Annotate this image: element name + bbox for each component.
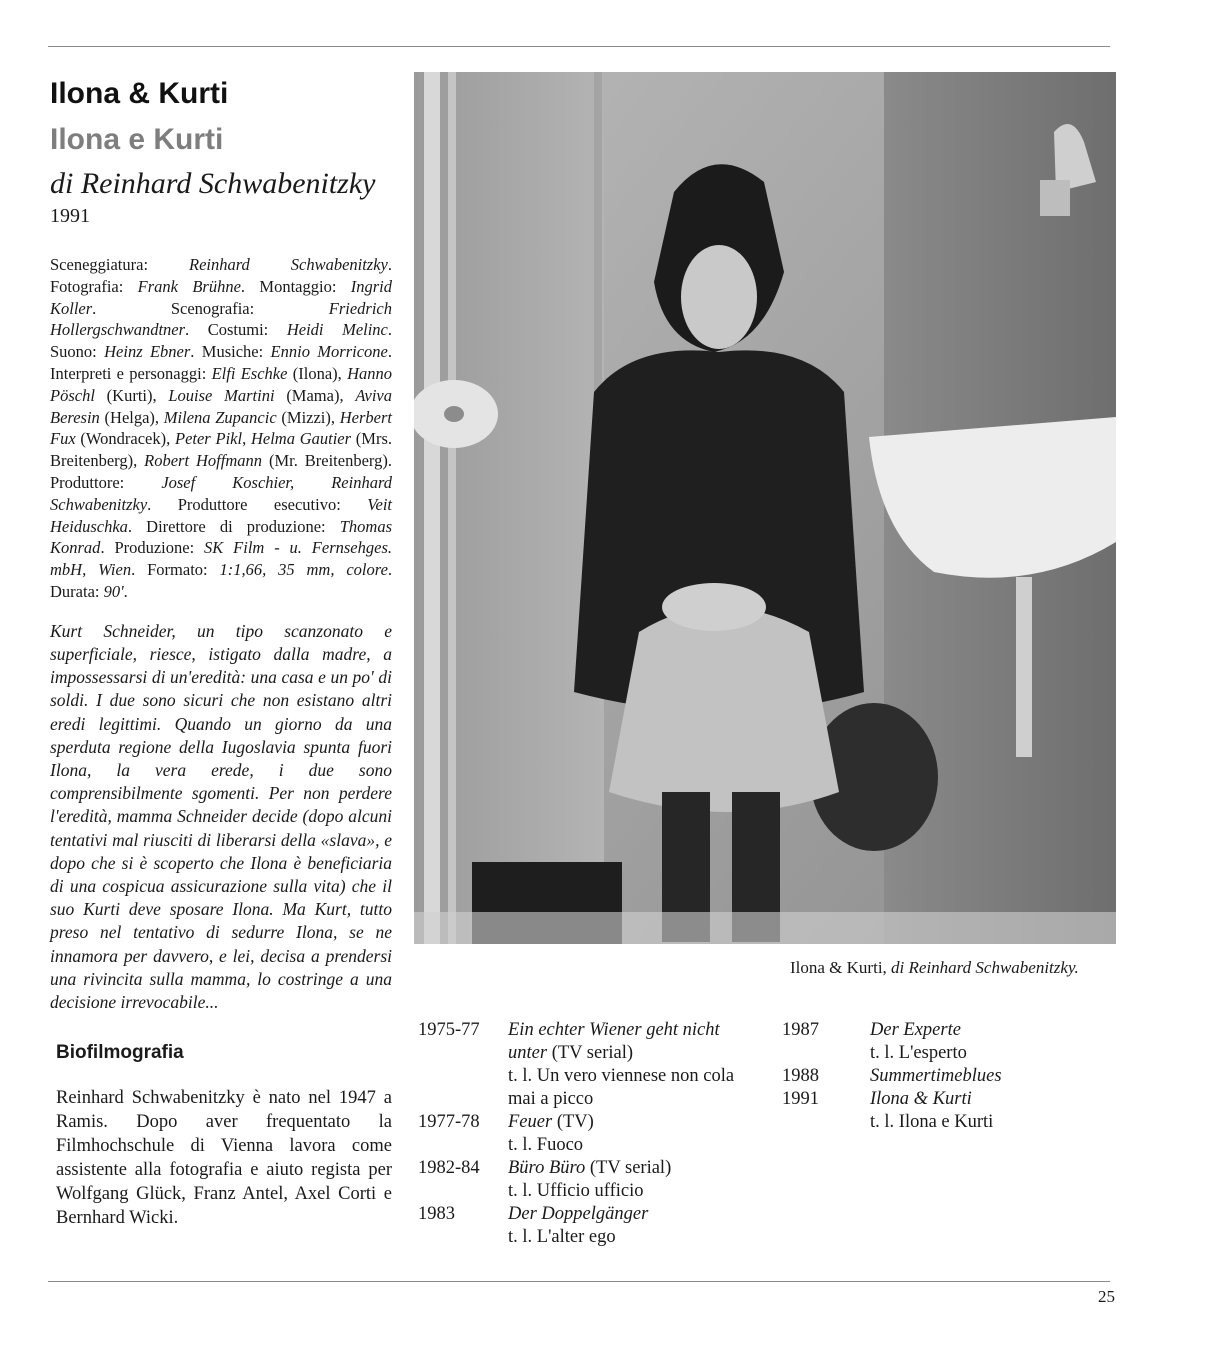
filmography-translation: t. l. Fuoco: [508, 1135, 584, 1155]
credit-label: Suono:: [50, 342, 105, 362]
filmography-entry: [418, 1019, 758, 1111]
credit-name: Robert Hoffmann: [144, 451, 263, 471]
credit-label: Formato:: [147, 560, 220, 580]
film-title-italian: Ilona e Kurti: [50, 123, 224, 156]
credit-name: Thomas Konrad: [50, 516, 392, 558]
filmography-title: Der Experte: [870, 1020, 961, 1040]
credit-name: Heidi Melinc: [286, 320, 388, 340]
credit-label: Montaggio:: [259, 276, 351, 296]
filmography-year: 1982-84: [418, 1158, 480, 1178]
filmography-translation: t. l. Ufficio ufficio: [508, 1181, 644, 1201]
filmography-entry: [782, 1019, 1082, 1065]
credit-label: Sceneggiatura:: [50, 255, 189, 274]
bio-heading: Biofilmografia: [56, 1042, 184, 1064]
credit-name: Josef Koschier, Reinhard Schwabenitzky: [50, 472, 392, 514]
credit-name: Frank Brühne: [137, 276, 241, 296]
filmography-title-block: [870, 1065, 1082, 1088]
filmography-year: 1977-78: [418, 1112, 480, 1132]
filmography-title-block: [870, 1019, 1082, 1065]
filmography-title: Feuer: [508, 1112, 553, 1132]
filmography-entry: [418, 1157, 758, 1203]
photo-caption: [790, 958, 1118, 978]
synopsis: Kurt Schneider, un tipo scanzonato e superficiale, riesce, istigato dalla madre, a impossessarsi di un'eredità: una casa e un po' di soldi. I due sono sicuri che non esistano altri eredi legittimi. Quando un giorno da una sperduta regione della Iugoslavia spunta fuori Ilona, la vera erede, i due sono comprensibilmente sgomenti. Per non perdere l'eredità, mamma Schneider decide (dopo alcuni tentativi mal riusciti di liberarsi della «slava», e dopo che si è scoperto che Ilona è beneficiaria di una cospicua assicurazione sulla vita) che il suo Kurti deve sposare Ilona. Ma Kurt, tutto preso nel tentativo di sedurre Ilona, se ne innamora per davvero, e lei, decisa a prendersi una rivincita sulla mamma, lo costringe a una decisione irrevocabile...: [50, 620, 392, 1012]
filmography-translation: t. l. L'alter ego: [508, 1227, 616, 1247]
filmography-year: 1991: [782, 1089, 819, 1109]
credit-label: Durata:: [50, 581, 104, 601]
filmography-title-block: Büro Büro (TV serial) t. l. Ufficio ufficio: [508, 1157, 758, 1203]
bottom-rule: [48, 1281, 1110, 1282]
filmography-column-2: [782, 1019, 1082, 1134]
filmography-column-1: [418, 1019, 758, 1249]
filmography-title: Ein echter Wiener geht nicht unter: [508, 1020, 720, 1063]
credit-name: Ennio Morricone: [270, 342, 388, 362]
credit-label: Fotografia:: [50, 276, 138, 296]
filmography-entry: [418, 1111, 758, 1157]
credits-block: Sceneggiatura: Reinhard Schwabenitzky. Fotografia: Frank Brühne. Montaggio: Ingrid Koller. Scenografia: Friedrich Hollergschwandtner. Costumi: Heidi Melinc. Suono: Heinz Ebner. Musiche: Ennio Morricone. Interpreti e personaggi: Elfi Eschke (Ilona), Hanno Pöschl (Kurti), Louise Martini (Mama), Aviva Beresin (Helga), Milena Zupancic (Mizzi), Herbert Fux (Wondracek), Peter Pikl, Helma Gautier (Mrs. Breitenberg), Robert Hoffmann (Mr. Breitenberg). Produttore: Josef Koschier, Reinhard Schwabenitzky. Produttore esecutivo: Veit Heiduschka. Direttore di produzione: Thomas Konrad. Produzione: SK Film - u. Fernsehges. mbH, Wien. Formato: 1:1,66, 35 mm, colore. Durata: 90'.: [50, 255, 393, 601]
credit-name: Louise Martini: [168, 385, 275, 405]
credit-name: 90': [103, 581, 124, 601]
credit-name: Reinhard Schwabenitzky: [189, 255, 388, 274]
credit-name: 1:1,66, 35 mm, colore: [219, 560, 388, 580]
credit-name: Helma Gautier: [250, 429, 352, 449]
credit-name: SK Film - u. Fernsehges. mbH, Wien: [50, 538, 392, 580]
filmography-year: 1983: [418, 1204, 455, 1224]
filmography-translation: t. l. L'esperto: [870, 1043, 967, 1063]
filmography-title: Büro Büro: [508, 1158, 586, 1178]
top-rule: [48, 46, 1110, 47]
credit-name: Aviva Beresin: [50, 385, 392, 427]
filmography-entry: [782, 1065, 1082, 1088]
credit-name: Veit Heiduschka: [50, 494, 392, 536]
caption-director: di Reinhard Schwabenitzky.: [891, 958, 1079, 977]
filmography-title-block: [870, 1088, 1082, 1134]
credit-label: Direttore di produzione:: [146, 516, 340, 536]
credit-name: Herbert Fux: [50, 407, 392, 449]
caption-title: Ilona & Kurti,: [790, 958, 892, 977]
credit-name: Elfi Eschke: [211, 363, 288, 383]
filmography-title: Ilona & Kurti: [870, 1089, 972, 1109]
credit-name: Milena Zupancic: [163, 407, 277, 427]
filmography-title-block: Feuer (TV) t. l. Fuoco: [508, 1111, 758, 1157]
credit-name: Ingrid Koller: [50, 276, 393, 318]
credit-name: Heinz Ebner: [104, 342, 191, 362]
left-column: [50, 74, 392, 1230]
credit-label: Produzione:: [114, 538, 205, 558]
filmography-entry: [418, 1203, 758, 1249]
filmography-title: Der Doppelgänger: [508, 1204, 649, 1224]
director-line: di Reinhard Schwabenitzky: [50, 167, 376, 200]
credit-name: Hanno Pöschl: [50, 363, 392, 405]
credit-label: Produttore:: [50, 472, 162, 492]
filmography-title: Summertimeblues: [870, 1066, 1002, 1086]
filmography-title-block: Ein echter Wiener geht nicht unter (TV serial) t. l. Un vero viennese non cola mai a picco: [508, 1019, 758, 1111]
film-still-illustration: [414, 72, 1116, 944]
filmography-entry: [782, 1088, 1082, 1134]
filmography-year: 1987: [782, 1020, 819, 1040]
filmography-translation: t. l. Ilona e Kurti: [870, 1112, 994, 1132]
credit-name: Friedrich Hollergschwandtner: [50, 298, 392, 340]
credit-label: Interpreti e personaggi:: [50, 363, 212, 383]
filmography-year: 1975-77: [418, 1020, 480, 1040]
credit-label: Musiche:: [201, 342, 271, 362]
credit-name: Peter Pikl: [175, 429, 243, 449]
credit-label: Produttore esecutivo:: [177, 494, 368, 514]
film-year: 1991: [50, 205, 90, 227]
bio-text: Reinhard Schwabenitzky è nato nel 1947 a Ramis. Dopo aver frequentato la Filmhochschule di Vienna lavora come assistente alla fotografia e aiuto regista per Wolfgang Glück, Franz Antel, Axel Corti e Bernhard Wicki.: [56, 1088, 392, 1229]
filmography-year: 1988: [782, 1066, 819, 1086]
filmography-translation: t. l. Un vero viennese non cola mai a picco: [508, 1066, 735, 1109]
credit-label: Scenografia:: [170, 298, 329, 318]
film-title: Ilona & Kurti: [50, 77, 229, 110]
film-still-photo: [414, 72, 1116, 944]
page-number: 25: [1098, 1287, 1115, 1306]
filmography-title-block: [508, 1203, 758, 1249]
credit-label: Costumi:: [207, 320, 287, 340]
